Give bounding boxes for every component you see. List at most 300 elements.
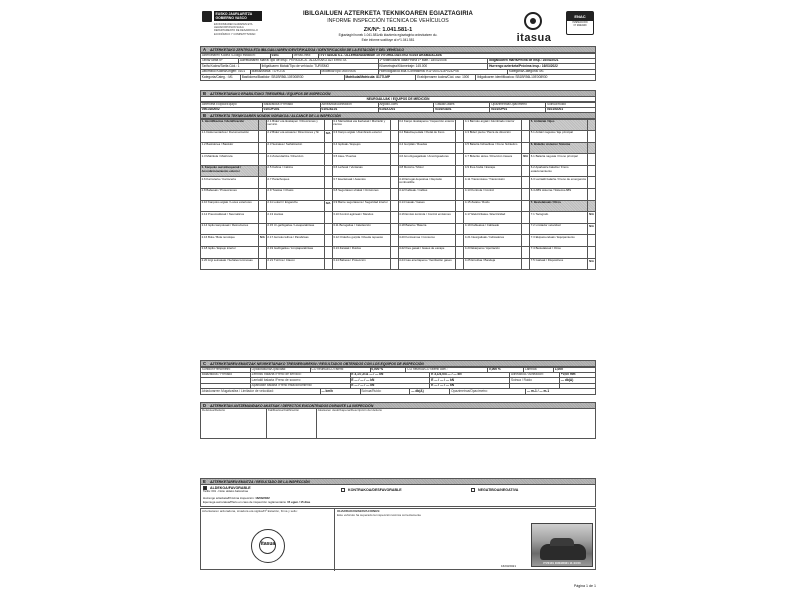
- inspection-item-result: [258, 224, 266, 235]
- inspection-item: [530, 154, 596, 166]
- results-cell: — db(A): [560, 378, 596, 383]
- section-e-letter: E: [203, 479, 206, 484]
- inspection-item-result: [324, 166, 332, 177]
- results-cell: Balazatoka / Frenado: [201, 373, 251, 378]
- inspection-item: [530, 201, 596, 213]
- results-cell: Opakotasuna/Opacidad:: [251, 368, 311, 373]
- inspection-item-label: 2.5 Kabina / Cabina: [267, 165, 293, 170]
- equipment-head-cell: Argiak/Luces: [379, 103, 435, 108]
- inspection-item-label: 2.11 Lokarri / Enganche: [267, 200, 298, 205]
- inspection-item: [333, 166, 399, 178]
- inspection-item-result: N/A: [324, 131, 332, 142]
- inspection-item-result: [455, 120, 463, 131]
- inspection-item: [464, 143, 530, 155]
- inspection-item-label: 6.2 Aparkatze balazta / Freno estacionamiento: [530, 165, 569, 173]
- inspection-item-result: [455, 259, 463, 270]
- inspection-item-result: [521, 247, 529, 258]
- inspection-item: [464, 201, 530, 213]
- inspection-item-label: 7.1 Tacógrafo: [530, 212, 549, 216]
- inspection-item: [399, 120, 465, 132]
- results-cell: Soinua/Ruido:: [361, 389, 411, 394]
- inspection-item-label: 4.2 Balazta-pedala / Pedal de freno: [399, 131, 445, 135]
- inspection-item-label: 2.4 Zuzendaritza / Dirección: [267, 154, 304, 158]
- inspection-item-label: 2.17 Aurreko leihoa / Parabrisas: [267, 235, 309, 239]
- tariff-cell: Tarifa/Tarifa Nº: [201, 59, 239, 64]
- inspection-item-result: [258, 259, 266, 270]
- unfavorable-label: KONTRAKOA/DESFAVORABLE: [348, 487, 402, 492]
- itasua-logo: [503, 10, 565, 48]
- inspection-item-result: [324, 235, 332, 246]
- description-column: Akatsaren deskribapena/Descripción del defecto: [317, 409, 596, 438]
- inspection-item: [530, 143, 596, 155]
- inspection-item: [464, 166, 530, 178]
- inspection-item-label: 3.14 Babesa / Protección: [333, 258, 366, 263]
- inspection-item-label: 2.10 Kanpoko argiak / Luces exteriores: [201, 200, 252, 205]
- inspection-item-result: N/A: [587, 212, 595, 223]
- inspection-item-result: [390, 201, 398, 212]
- inspection-item: [530, 120, 596, 132]
- favorable-note: Tarifa: 001 - Nota: aldeko balorazioa: [203, 489, 248, 494]
- inspection-item: [530, 177, 596, 189]
- inspection-item-label: 1.1 Dokumentazioa / Documentación: [201, 131, 249, 135]
- inspection-item: [399, 247, 465, 259]
- section-a-row: [201, 75, 596, 80]
- inspection-item: [267, 235, 333, 247]
- inspection-item: [530, 131, 596, 143]
- inspection-item: [399, 177, 465, 189]
- inspection-item-result: [324, 189, 332, 200]
- inspection-item-label: 7.3 Ekipamenduak / Equipamiento: [530, 235, 575, 239]
- inspection-item-label: 2.14 Ispilu kanpokoak / Retrovisores: [201, 223, 249, 228]
- inspection-item: [201, 224, 267, 236]
- inspection-item-label: 3.6 Leihoak / Ventanas: [333, 165, 363, 170]
- inspection-item: [267, 143, 333, 155]
- inspection-item-result: [455, 201, 463, 212]
- category-short-cell: Kategoria/Categ. : M1: [201, 75, 241, 80]
- inspection-item-label: 3.4 Ispiluak / Espejos: [333, 142, 361, 147]
- note-spanish: Este informe sustituye al nº1.041.581: [361, 37, 415, 42]
- rating-column: Kalifikazioa/Calificación: [267, 409, 317, 438]
- inspection-item: [464, 120, 530, 132]
- gv-box-line2: GOBIERNO VASCO: [215, 15, 247, 20]
- inspection-item: [201, 259, 267, 271]
- gv-box-line1: EUSKO JAURLARITZA: [215, 11, 253, 16]
- inspection-item: [399, 154, 465, 166]
- results-cell: Aparkatze balazta /Freno estacionamiento:: [251, 384, 351, 389]
- inspection-item: [201, 189, 267, 201]
- inspection-item-result: [587, 177, 595, 188]
- inspection-item-result: [455, 224, 463, 235]
- inspection-item-result: [521, 120, 529, 131]
- inspection-item-label: 2.8 Babesak / Protecciones: [201, 189, 237, 193]
- inspection-item-result: [587, 166, 595, 177]
- inspection-item-result: [258, 189, 266, 200]
- results-cell: Larrialdi balazta /Freno de socorro:: [251, 378, 351, 383]
- page-number: Página 1 de 1: [573, 583, 596, 588]
- equipment-value-cell: 0101/SO01: [546, 108, 596, 113]
- inspection-item-result: [324, 224, 332, 235]
- observations-label: OHARRAK/OBSERVACIONES:: [337, 509, 381, 513]
- inspection-item-result: [521, 143, 529, 154]
- results-cell: E — / — / — kN: [430, 378, 510, 383]
- inspection-item-result: N/A: [324, 201, 332, 212]
- defects-table: [200, 409, 596, 439]
- inspection-item: [333, 201, 399, 213]
- gv-department: [214, 23, 258, 36]
- inspection-item-result: [390, 224, 398, 235]
- model-cell: Modeloa/Tipo: AVENSIS: [321, 70, 379, 75]
- inspection-item: [333, 212, 399, 224]
- inspection-item: [530, 259, 596, 271]
- inspection-item-result: [455, 131, 463, 142]
- inspection-item-result: [587, 143, 595, 154]
- inspection-item-label: 2.13 Llantas: [267, 212, 284, 216]
- inspection-item-label: 4.6 Amortiguagailuak / Amortiguadores: [399, 154, 449, 158]
- inspection-item-result: [521, 131, 529, 142]
- inspection-item-label: 3.13 Zaratak / Ruidos: [333, 247, 361, 251]
- inspection-item: [530, 224, 596, 236]
- inspection-item-result: [521, 259, 529, 270]
- gv-name-box: [214, 11, 262, 21]
- inspection-item: [201, 201, 267, 213]
- inspection-item-result: [324, 143, 332, 154]
- negative-result: [471, 488, 518, 492]
- inspection-item-result: N/A: [587, 259, 595, 270]
- first-registration-cell: 1ª Matrikulazio data/Fecha 1ª Matr.: 18/03/2008: [379, 59, 489, 64]
- document-header: [198, 8, 598, 50]
- inspection-item: [333, 189, 399, 201]
- station-code-value: 0101: [271, 54, 293, 59]
- checkbox-empty-icon: [471, 488, 475, 492]
- inspection-item-label: 2.6 Karrozeria / Carrocería: [201, 177, 236, 181]
- inspection-item: [464, 177, 530, 189]
- shield-icon: [202, 11, 212, 22]
- inspection-item-result: [521, 177, 529, 188]
- station-code-label: Azterketaren Kodea /Código estación:: [201, 54, 271, 59]
- gv-dept-line4: ECONÓMICO Y COMPETITIVIDAD: [214, 32, 256, 36]
- station-name-value: ITV ITASUA S.L. OLLERIANDANBIDE 15 VITORIA-GASTEIZ 01015 ARABA/ALAVA: [319, 54, 596, 59]
- results-cell: Lambda: [524, 368, 554, 373]
- inspection-item: [333, 154, 399, 166]
- plate-cell: Matrikula/Matrícula: 8177LMP: [345, 75, 417, 80]
- equipment-head-cell: Balazatoka /Frenado: [263, 103, 321, 108]
- inspection-item-label: 3.9 Barne segurtasuna / Seguridad interior: [333, 200, 388, 205]
- enac-subtitle: [567, 21, 593, 28]
- results-cell: CO neurtua/CO ralentí: [311, 368, 371, 373]
- document-title-block: [268, 11, 508, 42]
- inspection-document: [198, 8, 598, 588]
- section-b-letter: B: [203, 113, 207, 118]
- inspection-item-label: 4.12 Kableak / Cables: [399, 189, 428, 193]
- inspection-item-result: [258, 131, 266, 142]
- results-cell: 1,000: [554, 368, 596, 373]
- gv-dept-line3: DEPARTAMENTO DE DESARROLLO: [214, 29, 258, 33]
- inspection-item-result: [390, 131, 398, 142]
- section-b-title: AZTERKETA TEKNIKOAREN NONDIK NORAKOA / ALCANCE DE LA INSPECCIÓN: [209, 114, 341, 118]
- inspection-item-label: 5.1 Ardatz nagusia / Eje principal: [530, 131, 573, 135]
- inspection-item-label: 4.22 Ihes gasak / Gases de escape: [399, 247, 445, 251]
- inspection-item: [399, 224, 465, 236]
- inspection-item-result: [258, 154, 266, 165]
- inspection-item-label: 4.15 Zarata / Ruido: [464, 200, 490, 205]
- stamp-text: itasua: [260, 541, 276, 547]
- inspection-item-result: [324, 212, 332, 223]
- inspection-item-label: 2.9 Txasisa / Chasis: [267, 189, 294, 193]
- inspection-item-label: 4.11 Transmisioa / Transmisión: [464, 177, 505, 181]
- document-date: 16/03/2021: [501, 564, 517, 568]
- inspection-item: [333, 247, 399, 259]
- inspection-item-label: 3.5 Atea / Puertas: [333, 154, 357, 158]
- inspection-item: [530, 189, 596, 201]
- inspection-item-label: 4.24 Gas aireztapena / Ventilación gases: [399, 258, 452, 263]
- results-cell: E 3,1/7,2/11 — / — kN: [351, 373, 431, 378]
- inspection-item-label: 4.19 Kableatua / Cableado: [464, 223, 500, 228]
- inspection-item: [267, 259, 333, 271]
- inspection-item: [333, 224, 399, 236]
- results-cell: +0,00 mm: [560, 373, 596, 378]
- inspection-item-label: 1. Identifikazioa / Identificación: [201, 119, 245, 123]
- inspection-item-result: [455, 189, 463, 200]
- inspection-item-result: [587, 247, 595, 258]
- station-name-label: Izena/Linea:: [293, 54, 319, 59]
- inspection-item-label: 4.14 Gasak / Gases: [399, 200, 425, 205]
- tariff-code-cell: Tarifa Kodea/Tarifa Cód.: 1: [201, 64, 261, 69]
- inspection-item: [201, 177, 267, 189]
- inspection-item-label: 3.1 Marrazkiak eta ikerketak / Marrazki y ciertos: [333, 119, 386, 127]
- inspection-item: [201, 131, 267, 143]
- inspection-item: [530, 235, 596, 247]
- inspection-item-label: 2.3 Seinalea / Señalización: [267, 142, 303, 147]
- results-cell: E 3,1/3,0/4 — / — kN: [430, 373, 510, 378]
- section-a: [200, 46, 596, 81]
- inspection-item-label: 1.3 Matrikula / Matrícula: [201, 154, 233, 158]
- inspection-item-result: [521, 166, 529, 177]
- inspection-item-label: 2.19 Garbigailua / Limpiaparabrisas: [267, 247, 314, 251]
- inspection-item-result: [521, 212, 529, 223]
- inspection-item-result: [258, 177, 266, 188]
- next-inspection-label: Hurrengo azterketa/Próxima inspección:: [203, 495, 255, 500]
- vehicle-type-cell: Ibilgailuaren Motak/Tipo de vehículo: TURISMO: [261, 64, 379, 69]
- use-code-cell: Erabilpenaren kodea/Cód. uso: 1000: [416, 75, 476, 80]
- equipment-subtitle: NEURGAILUAK / EQUIPOS DE MEDICIÓN: [200, 97, 596, 102]
- term-label: Epemuga aurreratua/Plazo en caso de inspección reglamentaria:: [203, 500, 287, 504]
- inspection-item-label: 4.1 Barruko argiak / Alumbrado interior: [464, 119, 515, 123]
- inspection-item-label: 6. Bidezko sistema / Sistema: [530, 142, 571, 147]
- results-cell: — km/h: [321, 389, 361, 394]
- equipment-head-cell: Gasak/Gases: [434, 103, 490, 108]
- inspection-item-label: 4.13 Kontrola / Control: [464, 189, 494, 193]
- inspection-item-result: [324, 120, 332, 131]
- inspection-item: [267, 120, 333, 132]
- inspection-item-result: [521, 235, 529, 246]
- inspection-item-label: 2.18 Ispilu / Espejo interior: [201, 247, 236, 251]
- inspection-item-result: [390, 177, 398, 188]
- inspection-item-label: 5. Ardatzak / Ejes: [530, 119, 555, 123]
- inspection-item-label: 7. Bestelakoak / Otros: [530, 200, 561, 205]
- inspection-item-result: [521, 224, 529, 235]
- inspection-item: [464, 224, 530, 236]
- defect-column: Defektua/Defecto: [201, 409, 267, 438]
- inspection-item-result: N/A: [587, 224, 595, 235]
- inspection-item: [201, 143, 267, 155]
- inspection-item-result: [587, 235, 595, 246]
- inspection-item-label: 4.16 Emisio kontrola / Control emisiones: [399, 212, 451, 216]
- inspection-item: [267, 166, 333, 178]
- inspection-item: [399, 189, 465, 201]
- inspection-item-label: 4.8 Motorra / Motor: [399, 165, 424, 170]
- inspection-item-label: 7.5 Gailuak / Dispositivos: [530, 258, 564, 263]
- inspection-item-label: 3.7 Eserlekuak / Asientos: [333, 177, 366, 181]
- inspection-item: [464, 259, 530, 271]
- inspection-item-result: [587, 154, 595, 165]
- equipment-head-cell: Soinua/Ruido: [546, 103, 596, 108]
- results-cell: 0,000 %: [488, 368, 524, 373]
- next-inspection-value: 16/03/2022: [255, 495, 270, 500]
- results-cell: Abiadurarren Mugatzailea / Limitador de velocidad:: [201, 389, 321, 394]
- results-cell: — db(A): [410, 389, 450, 394]
- inspection-type-cell: Aurrekariaren Marra/Tipo de Insp.: PERIODICA - ALDIZKAKO AZTERKETA: [239, 59, 379, 64]
- results-cell: E — / — / — kN: [430, 384, 510, 389]
- inspection-item: [267, 177, 333, 189]
- inspection-item-label: 4.21 Neurgailuak / Indicadores: [464, 235, 505, 239]
- inspection-item-result: [390, 259, 398, 270]
- equipment-head-cell: Opazimetroa/Opacímetro: [490, 103, 546, 108]
- inspection-item: [201, 120, 267, 132]
- section-b-eq-title: AZTERKETARAKO ERABILITAKO TRESNERIA / EQUIPOS DE INSPECCIÓN: [209, 92, 331, 96]
- results-cell: Alineazioa / Alineación:: [510, 373, 560, 378]
- inspection-item: [530, 247, 596, 259]
- section-c: [200, 360, 596, 395]
- inspection-item-result: [258, 201, 266, 212]
- equipment-value-cell: 0101/FU01: [263, 108, 321, 113]
- report-number-label: ZK/Nº:: [363, 26, 381, 33]
- section-a-grid: [200, 53, 596, 81]
- inspection-item-label: 3.2 Kanpo ikuskapena / Inspección exterior: [399, 119, 455, 123]
- inspection-item-label: 2.12 Pneumatikoak / Neumáticos: [201, 212, 245, 216]
- section-a-title: AZTERKETAKO ZENTROA ETA IBILGAILUAREN IDENTIFIKAZIOA / IDENTIFICACIÓN DE LA ESTACIÓN Y DEL VEHÍCULO: [209, 48, 405, 52]
- equipment-value-cell: 0101/OP01: [490, 108, 546, 113]
- inspection-item: [201, 166, 267, 178]
- inspection-item-result: [455, 247, 463, 258]
- section-d-letter: D: [203, 403, 207, 408]
- inspection-item: [267, 154, 333, 166]
- inspection-item: [399, 259, 465, 271]
- inspection-date-cell: Ibilgailuaren marra/Fecha de Insp.: 16/03/2021: [488, 59, 596, 64]
- inspection-item: [201, 235, 267, 247]
- gv-dept-line2: LEHIAKORTASUN SAILA: [214, 26, 244, 30]
- inspection-item-result: [455, 212, 463, 223]
- inspection-item-label: 3.12 Ordezko gurpila / Rueda repuesto: [333, 235, 384, 239]
- enac-sub2: Nº 29/EI109: [573, 23, 587, 27]
- inspection-item: [530, 166, 596, 178]
- station-signature-area: [201, 509, 335, 571]
- section-d: [200, 402, 596, 439]
- inspection-item: [464, 154, 530, 166]
- inspection-item: [333, 177, 399, 189]
- results-cell: E — / — / — kN: [351, 384, 431, 389]
- section-b-scope: [200, 112, 596, 270]
- inspection-item-result: [521, 189, 529, 200]
- equipment-value-cell: 0501/DU002: [201, 108, 263, 113]
- inspection-item-result: [390, 247, 398, 258]
- results-cell: Surtidor/Frenómetro: [201, 368, 251, 373]
- gobierno-vasco-emblem: [202, 11, 264, 41]
- equipment-value-cell: 0101/GA01: [434, 108, 490, 113]
- inspection-item: [267, 212, 333, 224]
- inspection-item-label: 6.3 Larrialdi balazta / Freno de emergencia: [530, 177, 586, 181]
- inspection-item-result: [258, 120, 266, 131]
- inspection-item-label: 3.11 Berogailua / Calefacción: [333, 223, 371, 228]
- section-e: [200, 478, 596, 507]
- section-signature: [200, 508, 596, 570]
- inspection-item-label: 4.18 Bateria / Batería: [399, 223, 427, 228]
- inspection-item-label: 4.5 Balazta hidraulikoa / Freno hidráulico: [464, 142, 518, 147]
- enac-sub1: INSPECCIÓN: [572, 21, 588, 24]
- section-b-eq-letter: B: [203, 91, 207, 96]
- inspection-item-result: [455, 166, 463, 177]
- gv-dept-line1: EKONOMIAREN GARAPEN ETA: [214, 23, 253, 26]
- itasua-ring-icon: [524, 12, 542, 30]
- inspection-item-result: [587, 201, 595, 212]
- inspection-item-label: 6.4 ABS sistema / Sistema ABS: [530, 189, 572, 193]
- inspection-item-result: [258, 166, 266, 177]
- section-e-title: AZTERKETAREN EMAITZA / RESULTADO DE LA INSPECCIÓN: [209, 480, 310, 484]
- observations-text: Este vehículo ha superado la inspección técnica correctamente: [337, 513, 422, 518]
- inspection-item-label: 2.2 Bidez eta amaiera / Direcciones y fin: [267, 131, 320, 135]
- inspection-item-label: 2.21 Txirrina / Claxon: [267, 258, 295, 263]
- inspection-item-result: [587, 131, 595, 142]
- inspection-item-result: [587, 189, 595, 200]
- inspection-item-result: [390, 120, 398, 131]
- term-line: [203, 501, 310, 504]
- inspection-item: [464, 189, 530, 201]
- results-cell: Opazimetroa/Opacímetro:: [450, 389, 526, 394]
- inspection-item-result: [390, 235, 398, 246]
- favorable-label: ALDEKOA/FAVORABLE: [210, 485, 251, 490]
- inspection-item-label: 4.9 Ihes-hodia / Escape: [464, 165, 496, 170]
- inspection-item-label: 4.20 Kontsumoa / Consumo: [399, 235, 435, 239]
- inspection-item-label: 3.10 Kontrol aginteak / Mandos: [333, 212, 374, 216]
- inspection-item: [333, 259, 399, 271]
- section-c-letter: C: [203, 361, 207, 366]
- inspection-item-label: 6.1 Balazta nagusia / Freno principal: [530, 154, 578, 158]
- inspection-item-label: 2.1 Bidez eta ikuskapen / Direcciones y servicio: [267, 119, 318, 127]
- vehicle-photo: [531, 523, 593, 567]
- inspection-item-result: [390, 166, 398, 177]
- inspection-item: [333, 235, 399, 247]
- inspection-item-label: 2.20 Argi seinaleak / Señales luminosas: [201, 258, 253, 263]
- favorable-block: [203, 486, 251, 494]
- section-d-title: AZTERKETAN ANTZEMANDAKO AKATSAK / DEFECTOS ENCONTRADOS DURANTE LA INSPECCIÓN: [209, 404, 374, 408]
- inspection-item-result: [324, 259, 332, 270]
- inspection-item: [399, 131, 465, 143]
- enac-title: ENAC: [567, 12, 593, 21]
- inspection-item: [464, 131, 530, 143]
- note-basque: Egiaztagiri honek 1.041.581zkk idazkeria egiaztagiria ordezkatzen du.: [338, 33, 438, 38]
- inspection-item: [201, 247, 267, 259]
- results-cell: Soinua / Ruido: [510, 378, 560, 383]
- signature-label: Azterketaren arduraduna, sinadura eta sigilua/Nº Estación, firma y sello:: [202, 509, 298, 513]
- title-basque: IBILGAILUEN AZTERKETA TEKNIKOAREN EGIAZTAGIRIA: [303, 11, 473, 17]
- inspection-item-label: 4.7 Bidezko atzea / Dirección trasera: [464, 154, 513, 158]
- mileage-cell: Kilometrajea/Kilometraje: 145.000: [379, 64, 489, 69]
- inspection-item-result: [258, 247, 266, 258]
- inspection-item: [267, 189, 333, 201]
- inspection-item: [399, 212, 465, 224]
- inspection-item: [399, 143, 465, 155]
- photo-caption: ITV0101 16/03/2021 11:44:03: [543, 560, 581, 565]
- category-cell: Kategoria/Categoría: M1: [508, 70, 596, 75]
